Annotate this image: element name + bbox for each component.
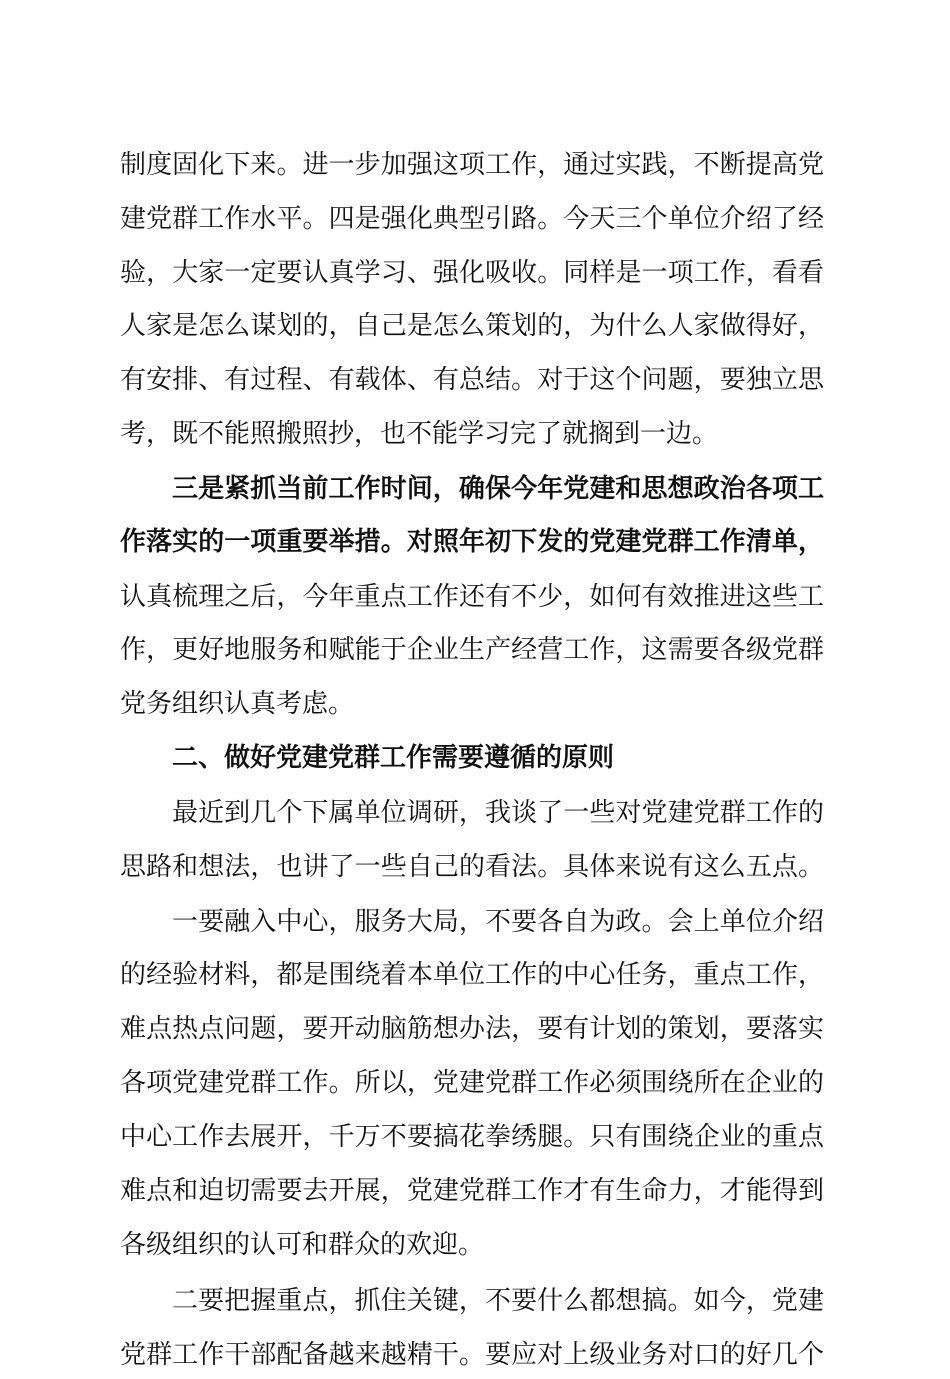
text-line: 难点和迫切需要去开展，党建党群工作才有生命力，才能得到 [120, 1176, 824, 1206]
document-page [120, 141, 824, 1379]
text-line: 的经验材料，都是围绕着本单位工作的中心任务，重点工作， [120, 960, 824, 990]
text-line: 作落实的一项重要举措。对照年初下发的党建党群工作清单， [120, 527, 824, 557]
text-line: 思路和想法，也讲了一些自己的看法。具体来说有这么五点。 [120, 852, 824, 882]
text-line: 党群工作干部配备越来越精干。要应对上级业务对口的好几个 [120, 1340, 824, 1370]
paragraph-start-line: 二要把握重点，抓住关键，不要什么都想搞。如今，党建 [172, 1286, 824, 1316]
text-line: 制度固化下来。进一步加强这项工作，通过实践，不断提高党 [120, 150, 824, 180]
text-line: 各级组织的认可和群众的欢迎。 [120, 1230, 485, 1260]
text-line: 建党群工作水平。四是强化典型引路。今天三个单位介绍了经 [120, 204, 824, 234]
paragraph-start-line: 三是紧抓当前工作时间，确保今年党建和思想政治各项工 [172, 474, 824, 504]
section-heading: 二、做好党建党群工作需要遵循的原则 [172, 743, 615, 773]
text-line: 有安排、有过程、有载体、有总结。对于这个问题，要独立思 [120, 365, 824, 395]
text-line: 各项党建党群工作。所以，党建党群工作必须围绕所在企业的 [120, 1068, 824, 1098]
paragraph-start-line: 一要融入中心，服务大局，不要各自为政。会上单位介绍 [172, 907, 824, 937]
text-line: 作，更好地服务和赋能于企业生产经营工作，这需要各级党群 [120, 635, 824, 665]
text-line: 党务组织认真考虑。 [120, 689, 355, 719]
text-line: 人家是怎么谋划的，自己是怎么策划的，为什么人家做得好， [120, 311, 824, 341]
text-line: 难点热点问题，要开动脑筋想办法，要有计划的策划，要落实 [120, 1014, 824, 1044]
text-line: 认真梳理之后，今年重点工作还有不少，如何有效推进这些工 [120, 582, 824, 612]
text-line: 考，既不能照搬照抄，也不能学习完了就搁到一边。 [120, 419, 719, 449]
paragraph-start-line: 最近到几个下属单位调研，我谈了一些对党建党群工作的 [172, 798, 824, 828]
text-line: 验，大家一定要认真学习、强化吸收。同样是一项工作，看看 [120, 258, 824, 288]
text-line: 中心工作去展开，千万不要搞花拳绣腿。只有围绕企业的重点 [120, 1122, 824, 1152]
